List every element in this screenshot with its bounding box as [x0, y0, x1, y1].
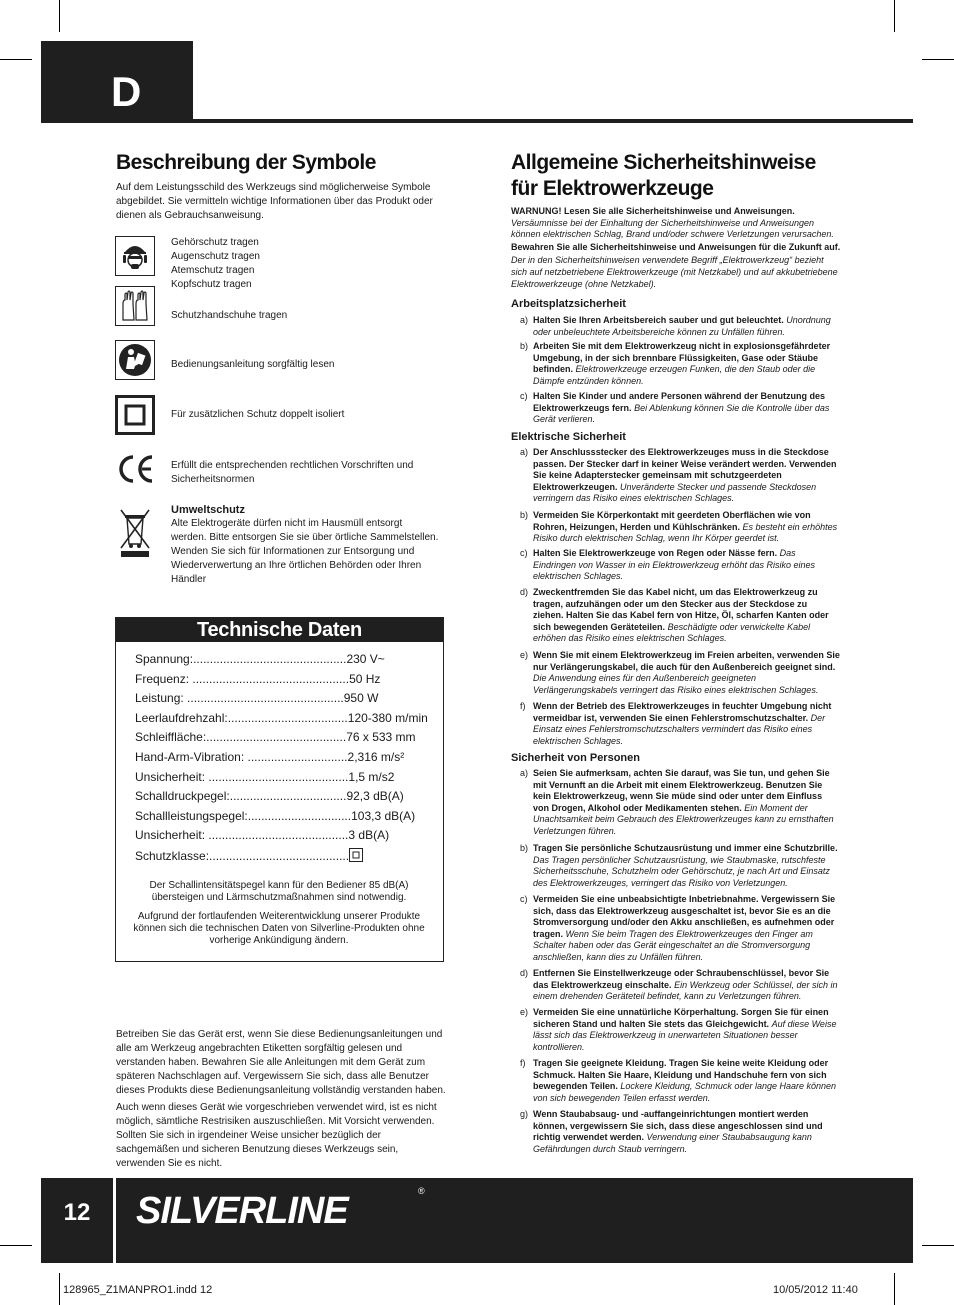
page-number: 12: [63, 1199, 91, 1226]
tech-dots: ....................................: [227, 710, 348, 725]
tech-label: Unsicherheit:: [135, 828, 206, 843]
item-label: f): [520, 701, 526, 711]
ce-mark-icon: [115, 452, 155, 486]
safety-item: [520, 701, 840, 747]
item-bold: Vermeiden Sie Körperkontakt mit geerdeten Oberflächen wie von Rohren, Heizungen, Herden und Kühlschränken.: [533, 510, 811, 532]
item-bold: Vermeiden Sie eine unbeabsichtigte Inbetriebnahme. Vergewissern Sie sich, dass das Elektrowerkzeug ausgeschaltet ist, bevor Sie es an die Stromversorgung und/oder den Akku anschließen, es aufnehmen oder tragen.: [533, 894, 836, 939]
tech-dots: ...............................................: [189, 671, 350, 686]
language-tab: [41, 41, 193, 123]
symbols-title: Beschreibung der Symbole: [116, 151, 376, 174]
symbol-row-ce: [115, 452, 445, 488]
warning-bold: WARNUNG! Lesen Sie alle Sicherheitshinweise und Anweisungen.: [511, 206, 795, 216]
item-bold: Wenn Sie mit einem Elektrowerkzeug im Freien arbeiten, verwenden Sie nur Verlängerungskabel, die auch für den Außenbereich geeignet sind.: [533, 650, 840, 672]
weee-bin-icon: [115, 506, 155, 558]
section-title: Elektrische Sicherheit: [511, 431, 626, 443]
tech-dots: ..............................................: [193, 652, 347, 666]
tech-value: 92,3 dB(A): [346, 789, 404, 804]
tech-data-box: [115, 617, 444, 962]
item-italic: Lockere Kleidung, Schmuck oder lange Haare können von sich bewegenden Teilen erfasst werden.: [533, 1081, 837, 1103]
tech-row: [135, 652, 385, 666]
item-label: a): [520, 447, 529, 457]
tech-dots: ...............................: [247, 808, 352, 823]
safety-item: [520, 1109, 840, 1155]
item-italic: Der Einsatz eines Fehlerstromschutzschalters vermindert das Risiko eines elektrischen Schlages.: [533, 712, 826, 746]
tech-dots: ..........................................: [205, 769, 349, 784]
item-bold: Entfernen Sie Einstellwerkzeuge oder Schraubenschlüssel, bevor Sie das Elektrowerkzeug einschalte.: [533, 968, 830, 990]
item-italic: Das Tragen persönlicher Schutzausrüstung, wie Staubmaske, rutschfeste Sicherheitsschuhe, Schutzhelm oder Gehörschutz, je nach Art und Einsatz des Elektrowerkzeuges, verringert das Risiko von Verletzungen.: [533, 854, 830, 888]
language-code: D: [111, 68, 142, 115]
footer-bar: [41, 1178, 913, 1263]
tech-label: Unsicherheit:: [135, 769, 206, 784]
tech-dots: ..........................................: [209, 849, 350, 863]
tech-dots: ...................................: [229, 789, 347, 804]
item-bold: Arbeiten Sie mit dem Elektrowerkzeug nicht in explosionsgefährdeter Umgebung, in der sich brennbare Flüssigkeiten, Gase oder Stäube befinden.: [533, 341, 831, 375]
tech-value: 1,5 m/s2: [348, 769, 395, 784]
tech-row: [135, 809, 415, 823]
safety-item: [520, 341, 840, 387]
item-label: d): [520, 587, 529, 597]
tech-row: [135, 691, 378, 705]
tech-label: Leerlaufdrehzahl:: [135, 710, 228, 725]
symbol-text-line: Augenschutz tragen: [171, 251, 260, 262]
crop-mark: [894, 1273, 895, 1305]
safety-item: [520, 510, 840, 545]
class-ii-icon: [349, 848, 363, 862]
read-manual-icon: [115, 340, 155, 380]
tech-label: Schallleistungspegel:: [135, 808, 248, 823]
safety-item: [520, 315, 840, 338]
double-insulation-icon: [115, 395, 155, 435]
tech-row: [135, 672, 380, 686]
symbol-text-line: Sicherheitsnormen: [171, 474, 255, 485]
tech-note-noise: Der Schallintensitätspegel kann für den Bediener 85 dB(A) übersteigen und Lärmschutzmaßnahmen sind notwendig.: [149, 880, 409, 903]
tech-value: 230 V~: [346, 652, 385, 666]
safety-item: [520, 1058, 840, 1104]
tech-value: 76 x 533 mm: [346, 730, 416, 745]
item-italic: Unordnung oder unbeleuchtete Arbeitsbereiche können zu Unfällen führen.: [533, 315, 831, 337]
item-label: a): [520, 768, 529, 778]
brand-logo: SILVERLINE: [136, 1190, 348, 1232]
tech-value: 3 dB(A): [348, 828, 390, 843]
tech-value: 950 W: [343, 691, 379, 706]
umweltschutz-title: Umweltschutz: [171, 504, 245, 516]
item-italic: Verwendung einer Staubabsaugung kann Gefährdungen durch Staub verringern.: [533, 1132, 812, 1154]
item-bold: Tragen Sie persönliche Schutzausrüstung und immer eine Schutzbrille.: [533, 843, 838, 853]
footer-divider: [113, 1178, 116, 1263]
item-label: b): [520, 843, 529, 853]
safety-item: [520, 768, 840, 838]
symbol-text-line: Wenden Sie sich für Informationen zur Entsorgung und: [171, 546, 415, 557]
item-italic: Beschädigte oder verwickelte Kabel erhöhen das Risiko eines elektrischen Schlages.: [533, 621, 811, 644]
item-italic: Das Eindringen von Wasser in ein Elektrowerkzeug erhöht das Risiko eines elektrischen Schlages.: [533, 548, 815, 582]
item-label: a): [520, 315, 529, 325]
item-bold: Wenn Staubabsaug- und -auffangeinrichtungen montiert werden können, vergewissern Sie sich, dass diese angeschlossen sind und richtig verwendet werden.: [533, 1109, 823, 1143]
tech-row: [135, 789, 404, 803]
safety-gear-icon: [115, 236, 155, 276]
symbol-text-line: Gehörschutz tragen: [171, 237, 259, 248]
tech-row: [135, 750, 404, 764]
item-bold: Halten Sie Elektrowerkzeuge von Regen oder Nässe fern.: [533, 548, 778, 558]
safety-item: [520, 650, 840, 696]
item-bold: Wenn der Betrieb des Elektrowerkzeuges in feuchter Umgebung nicht vermeidbar ist, verwenden Sie einen Fehlerstromschutzschalter.: [533, 701, 832, 723]
item-italic: Die Anwendung eines für den Außenbereich geeigneten Verlängerungskabels verringert das Risiko eines elektrischen Schlages.: [533, 673, 819, 695]
item-label: b): [520, 510, 529, 520]
tech-row: [135, 828, 389, 842]
item-italic: Wenn Sie beim Tragen des Elektrowerkzeuges den Finger am Schalter haben oder das Gerät eingeschaltet an die Stromversorgung anschließen, kann dies zu Unfällen führen.: [533, 928, 813, 962]
item-label: c): [520, 548, 528, 558]
risk-paragraph: Auch wenn dieses Gerät wie vorgeschrieben verwendet wird, ist es nicht möglich, sämtliche Restrisiken auszuschließen. Mit Vorsicht verwenden. Sollten Sie sich in irgendeiner Weise unsicher bezüglich der sachgemäßen und sicheren Benutzung dieses Werkzeugs sein, verwenden Sie es nicht.: [116, 1102, 437, 1169]
safety-item: [520, 894, 840, 964]
symbol-row-protection: [115, 236, 445, 290]
item-bold: Halten Sie Kinder und andere Personen während der Benutzung des Elektrowerkzeugs fern.: [533, 391, 826, 413]
tech-value: 2,316 m/s²: [347, 750, 405, 764]
item-label: b): [520, 341, 529, 351]
symbol-text-line: Atemschutz tragen: [171, 265, 255, 276]
symbol-text-line: Schutzhandschuhe tragen: [171, 310, 288, 321]
safety-title-line2: für Elektrowerkzeuge: [511, 177, 714, 200]
tech-row: [135, 770, 394, 784]
crop-mark: [894, 0, 895, 32]
tech-value: 120-380 m/min: [347, 710, 428, 725]
crop-mark: [59, 1273, 60, 1305]
tech-label: Leistung:: [135, 691, 184, 706]
item-bold: Der Anschlussstecker des Elektrowerkzeuges muss in die Steckdose passen. Der Stecker darf in keiner Weise verändert werden. Verwenden Sie keine Adapterstecker gemeinsam mit schutzgeerdeten Elektrowerkzeugen.: [533, 447, 837, 492]
symbol-text-line: Alte Elektrogeräte dürfen nicht im Hausmüll entsorgt: [171, 518, 403, 529]
item-label: c): [520, 391, 528, 401]
crop-mark: [922, 59, 954, 60]
symbol-row-weee: [115, 503, 445, 589]
tech-dots: ...............................................: [183, 691, 344, 706]
warning-italic: Versäumnisse bei der Einhaltung der Sicherheitshinweise und Anweisungen können elektrischen Schlag, Brand und/oder schwere Verletzungen verursachen.: [511, 217, 834, 240]
gloves-icon: [115, 286, 155, 326]
item-label: e): [520, 650, 529, 660]
symbols-intro: Auf dem Leistungsschild des Werkzeugs sind möglicherweise Symbole abgebildet. Sie vermitteln wichtige Informationen über das Produkt oder dienen als Gebrauchsanweisung.: [116, 182, 433, 221]
safety-item: [520, 587, 840, 645]
section-title: Sicherheit von Personen: [511, 752, 640, 764]
symbol-text-line: Kopfschutz tragen: [171, 279, 252, 290]
tech-label: Frequenz:: [135, 671, 190, 686]
crop-mark: [0, 59, 32, 60]
tech-note-specs: Aufgrund der fortlaufenden Weiterentwicklung unserer Produkte können sich die technischen Daten von Silverline-Produkten ohne vorherige Ankündigung ändern.: [133, 911, 425, 946]
item-italic: Bei Ablenkung können Sie die Kontrolle über das Gerät verlieren.: [533, 402, 830, 425]
item-bold: Seien Sie aufmerksam, achten Sie darauf, was Sie tun, und gehen Sie mit Vernunft an die Arbeit mit einem Elektrowerkzeug. Benutzen Sie kein Elektrowerkzeug, wenn Sie müde sind oder unter dem Einfluss von Drogen, Alkohol oder Medikamenten stehen.: [533, 768, 830, 813]
symbol-row-insulation: [115, 395, 445, 437]
symbol-row-gloves: [115, 286, 445, 328]
item-italic: Auf diese Weise lässt sich das Elektrowerkzeug in unerwarteten Situationen besser kontrollieren.: [533, 1018, 837, 1052]
tech-data-title: Technische Daten: [116, 618, 443, 642]
safety-item: [520, 1007, 840, 1053]
item-label: c): [520, 894, 528, 904]
tech-row: [135, 711, 428, 725]
slug-datetime: 10/05/2012 11:40: [773, 1284, 858, 1296]
crop-mark: [59, 0, 60, 32]
tech-dots: ..........................................: [206, 730, 347, 745]
tech-row: [135, 848, 363, 863]
symbol-text-line: Für zusätzlichen Schutz doppelt isoliert: [171, 409, 345, 420]
brand-registered: ®: [418, 1186, 425, 1196]
term-definition: Der in den Sicherheitshinweisen verwendete Begriff „Elektrowerkzeug“ bezieht sich auf netzbetriebene Elektrowerkzeuge (mit Netzkabel) und auf akkubetriebene Elektrowerkzeuge (ohne Netzkabel).: [511, 255, 838, 289]
item-label: d): [520, 968, 529, 978]
intro-paragraph: Betreiben Sie das Gerät erst, wenn Sie diese Bedienungsanleitungen und alle am Werkzeug angebrachten Etiketten sorgfältig gelesen und verstanden haben. Bewahren Sie alle Anleitungen mit dem Gerät zum späteren Nachschlagen auf. Vergewissern Sie sich, dass alle Benutzer dieses Produkts diese Bedienungsanleitung vollständig verstanden haben.: [116, 1029, 446, 1096]
safety-item: [520, 391, 840, 426]
item-italic: Elektrowerkzeuge erzeugen Funken, die den Staub oder die Dämpfe entzünden können.: [533, 364, 816, 386]
tech-label: Spannung:: [135, 652, 194, 666]
item-italic: Es besteht ein erhöhtes Risiko durch elektrischen Schlag, wenn Ihr Körper geerdet ist.: [533, 521, 838, 544]
section-title: Arbeitsplatzsicherheit: [511, 298, 626, 310]
item-label: f): [520, 1058, 526, 1068]
item-bold: Zweckentfremden Sie das Kabel nicht, um das Elektrowerkzeug zu tragen, aufzuhängen oder um den Stecker aus der Steckdose zu ziehen. Halten Sie das Kabel fern von Hitze, Öl, scharfen Kanten oder sich bewegenden Geräteteilen.: [533, 587, 829, 632]
tech-value: 103,3 dB(A): [351, 808, 416, 823]
safety-item: [520, 968, 840, 1003]
item-bold: Halten Sie Ihren Arbeitsbereich sauber und gut beleuchtet.: [533, 315, 784, 325]
crop-mark: [0, 1245, 32, 1246]
item-label: e): [520, 1007, 529, 1017]
symbol-text-line: Wiederverwertung an Ihre örtlichen Behörden oder Ihren: [171, 560, 422, 571]
symbol-row-manual: [115, 340, 445, 382]
tech-dots: ..............................: [244, 750, 348, 764]
tech-label: Schutzklasse:: [135, 849, 210, 863]
header-rule: [193, 119, 913, 123]
tech-label: Hand-Arm-Vibration:: [135, 750, 245, 764]
symbol-text-line: Erfüllt die entsprechenden rechtlichen Vorschriften und: [171, 460, 414, 471]
tech-label: Schalldruckpegel:: [135, 789, 230, 804]
safety-title-line1: Allgemeine Sicherheitshinweise: [511, 151, 816, 174]
symbol-text-line: Händler: [171, 574, 207, 585]
crop-mark: [922, 1245, 954, 1246]
tech-value: 50 Hz: [349, 671, 381, 686]
item-bold: Tragen Sie geeignete Kleidung. Tragen Sie keine weite Kleidung oder Schmuck. Halten Sie Haare, Kleidung und Handschuhe fern von sich bewegenden Teilen.: [533, 1058, 829, 1092]
item-italic: Ein Moment der Unachtsamkeit beim Gebrauch des Elektrowerkzeuges kann zu ernsthaften Verletzungen führen.: [533, 802, 834, 836]
safety-item: [520, 447, 840, 505]
symbol-text-line: Bedienungsanleitung sorgfältig lesen: [171, 359, 335, 370]
tech-dots: ..........................................: [205, 828, 349, 843]
item-bold: Vermeiden Sie eine unnatürliche Körperhaltung. Sorgen Sie für einen sicheren Stand und halten Sie stets das Gleichgewicht.: [533, 1007, 829, 1029]
keep-instructions: Bewahren Sie alle Sicherheitshinweise und Anweisungen für die Zukunft auf.: [511, 241, 841, 252]
item-italic: Ein Werkzeug oder Schlüssel, der sich in einem drehenden Geräteteil befindet, kann zu Verletzungen führen.: [533, 979, 838, 1002]
tech-row: [135, 730, 416, 744]
symbol-text-line: werden. Bitte entsorgen Sie sie über örtliche Sammelstellen.: [171, 532, 439, 543]
item-italic: Unveränderte Stecker und passende Steckdosen verringern das Risiko eines elektrischen Schlages.: [533, 481, 817, 504]
safety-item: [520, 843, 840, 889]
slug-filename: 128965_Z1MANPRO1.indd 12: [63, 1284, 213, 1296]
safety-warning: [511, 206, 841, 290]
safety-item: [520, 548, 840, 583]
item-label: g): [520, 1109, 529, 1119]
tech-label: Schleiffläche:: [135, 730, 207, 745]
